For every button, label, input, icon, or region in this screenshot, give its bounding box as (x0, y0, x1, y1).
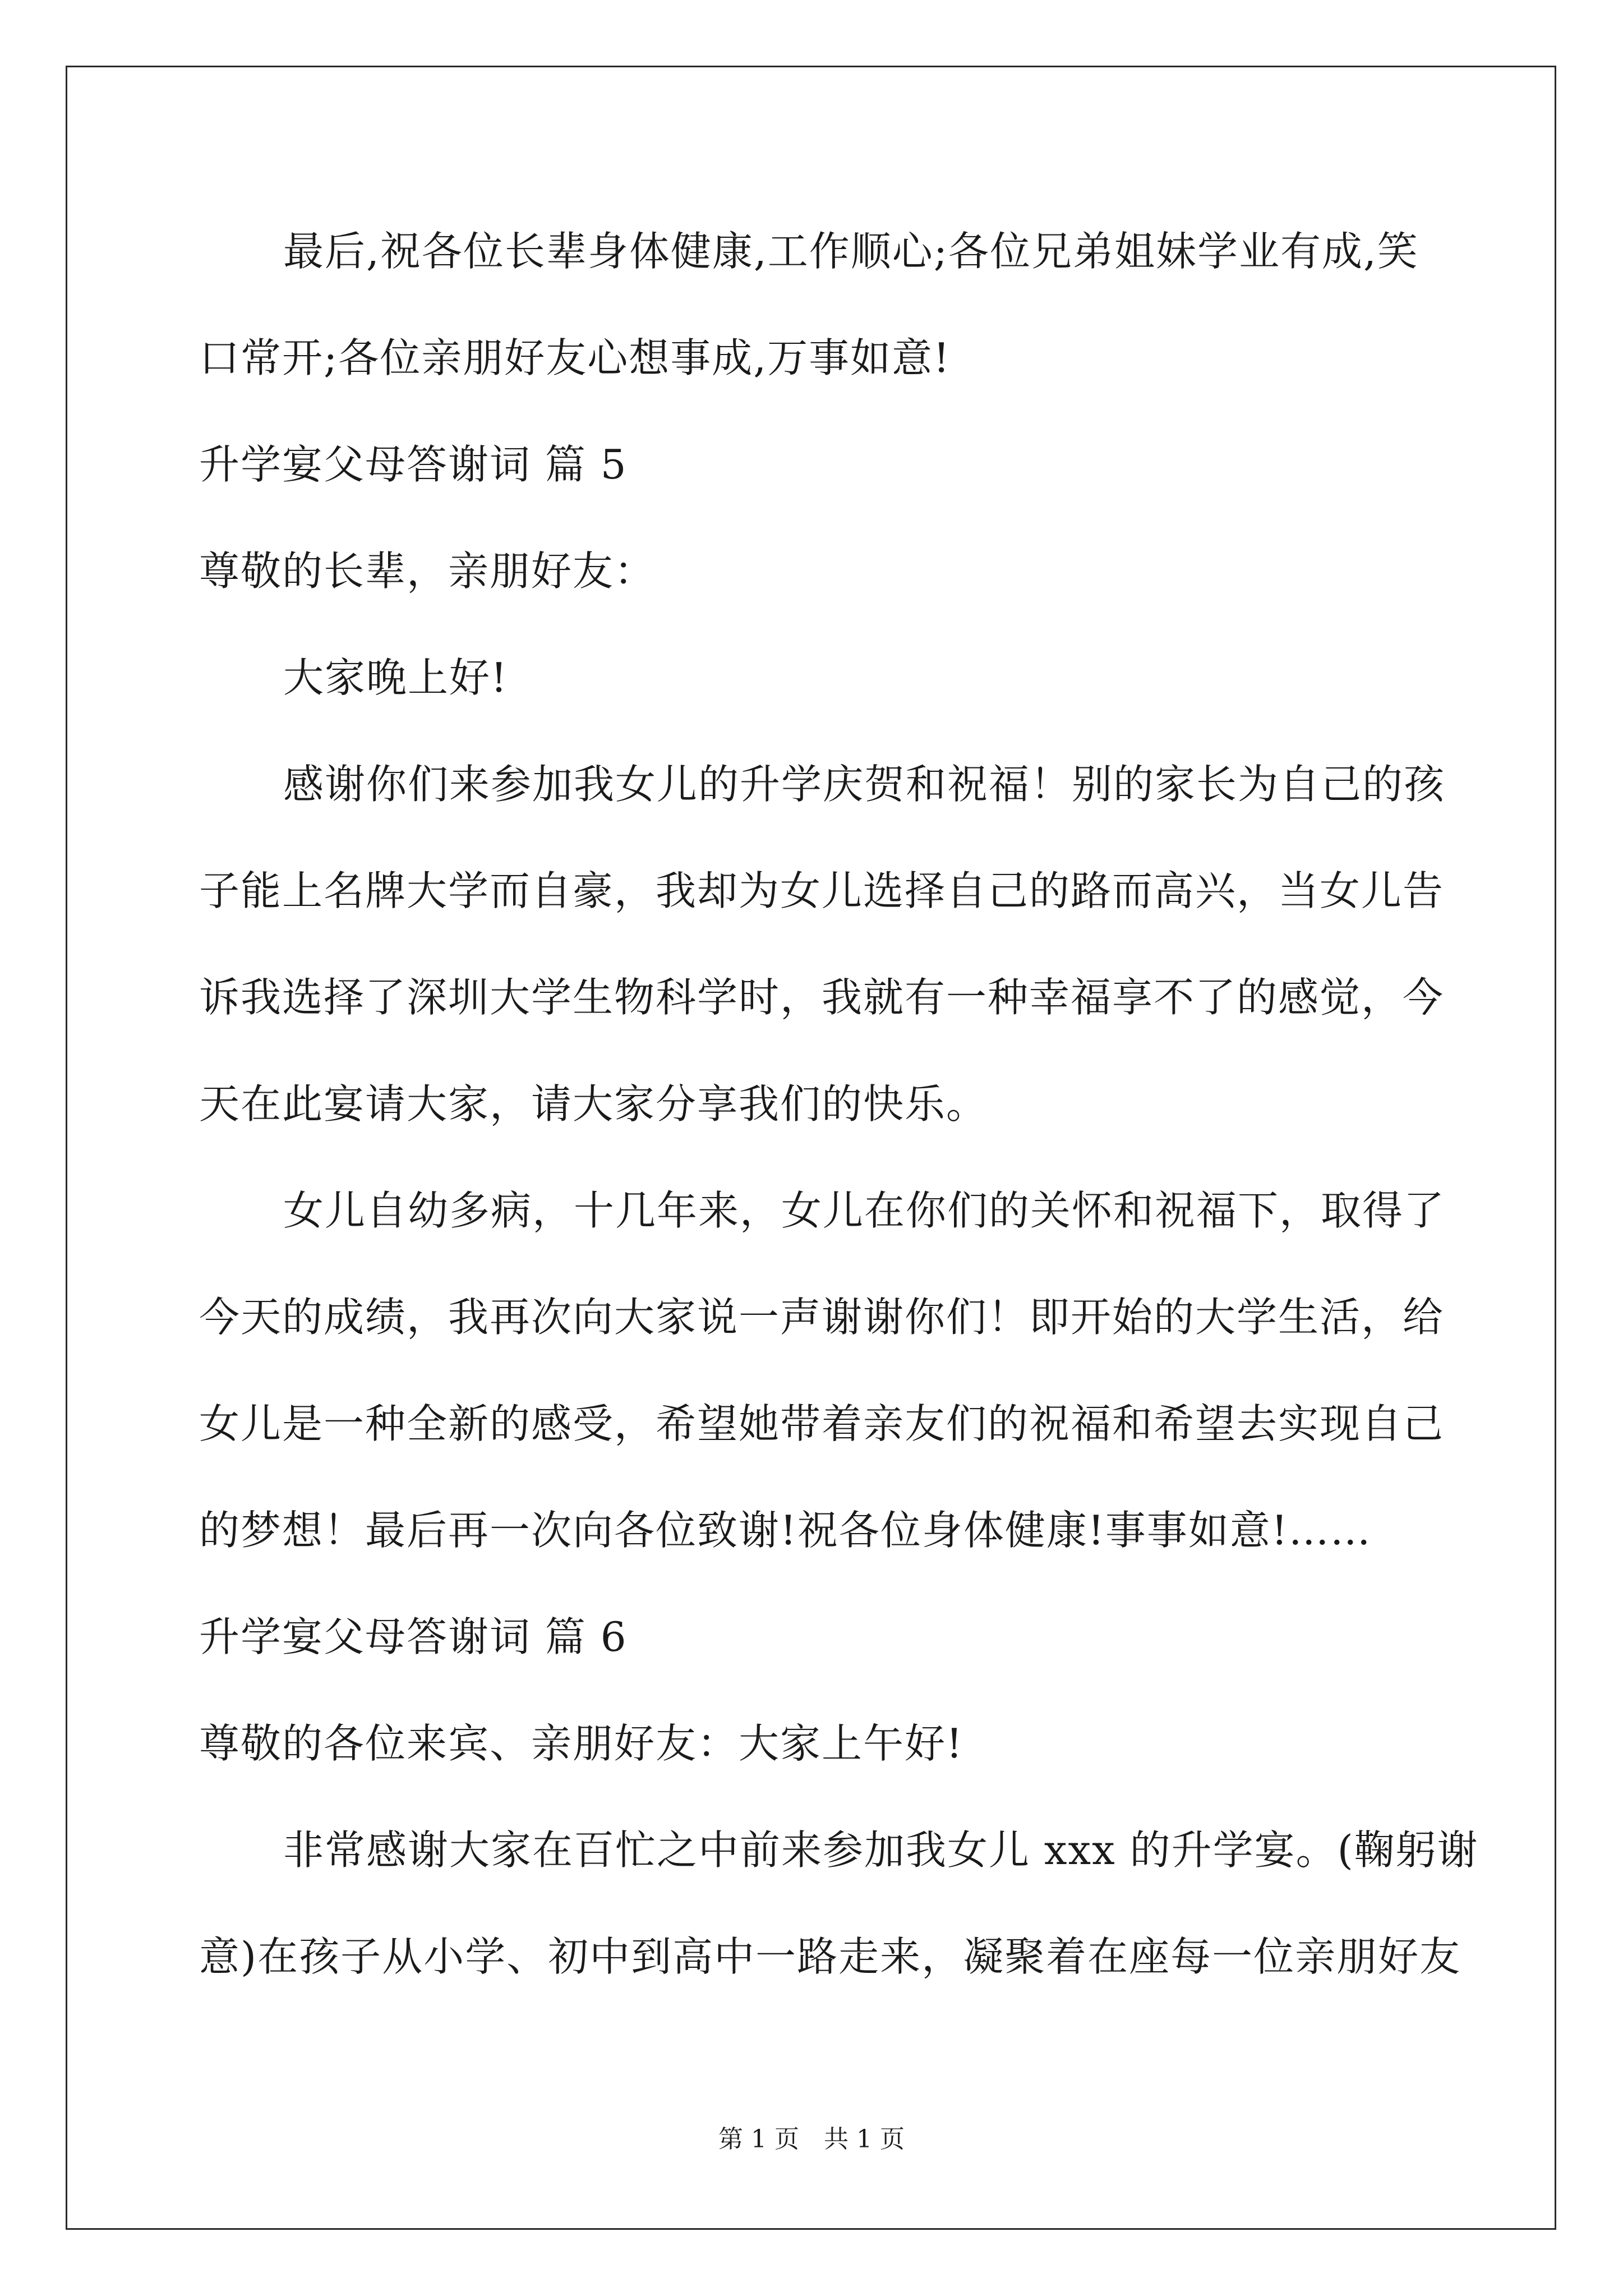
text-line: 今天的成绩，我再次向大家说一声谢谢你们！即开始的大学生活，给 (199, 1294, 1445, 1341)
page-border (66, 66, 1556, 2230)
text-line: 子能上名牌大学而自豪，我却为女儿选择自己的路而高兴，当女儿告 (199, 867, 1445, 914)
text-line: 感谢你们来参加我女儿的升学庆贺和祝福！别的家长为自己的孩 (283, 761, 1446, 808)
text-line: 天在此宴请大家，请大家分享我们的快乐。 (199, 1080, 988, 1128)
text-line: 口常开;各位亲朋好友心想事成,万事如意! (199, 334, 951, 381)
text-line: 意)在孩子从小学、初中到高中一路走来，凝聚着在座每一位亲朋好友 (199, 1933, 1461, 1980)
text-line: 大家晚上好! (283, 654, 508, 701)
page-total: 共 1 页 (824, 2125, 905, 2154)
section-heading: 升学宴父母答谢词 篇 6 (199, 1613, 628, 1660)
text-line: 诉我选择了深圳大学生物科学时，我就有一种幸福享不了的感觉，今 (199, 974, 1445, 1021)
page-footer (0, 2127, 1623, 2152)
text-line: 最后,祝各位长辈身体健康,工作顺心;各位兄弟姐妹学业有成,笑 (283, 228, 1419, 275)
text-line: 的梦想！最后再一次向各位致谢!祝各位身体健康!事事如意!…… (199, 1507, 1372, 1554)
section-heading: 升学宴父母答谢词 篇 5 (199, 441, 628, 488)
text-line: 非常感谢大家在百忙之中前来参加我女儿 xxx 的升学宴。(鞠躬谢 (283, 1826, 1479, 1874)
salutation: 尊敬的长辈，亲朋好友： (199, 547, 656, 595)
text-line: 女儿自幼多病，十几年来，女儿在你们的关怀和祝福下，取得了 (283, 1187, 1446, 1234)
page-number: 第 1 页 (718, 2125, 799, 2154)
text-line: 女儿是一种全新的感受，希望她带着亲友们的祝福和希望去实现自己 (199, 1400, 1445, 1447)
salutation: 尊敬的各位来宾、亲朋好友：大家上午好! (199, 1720, 963, 1767)
